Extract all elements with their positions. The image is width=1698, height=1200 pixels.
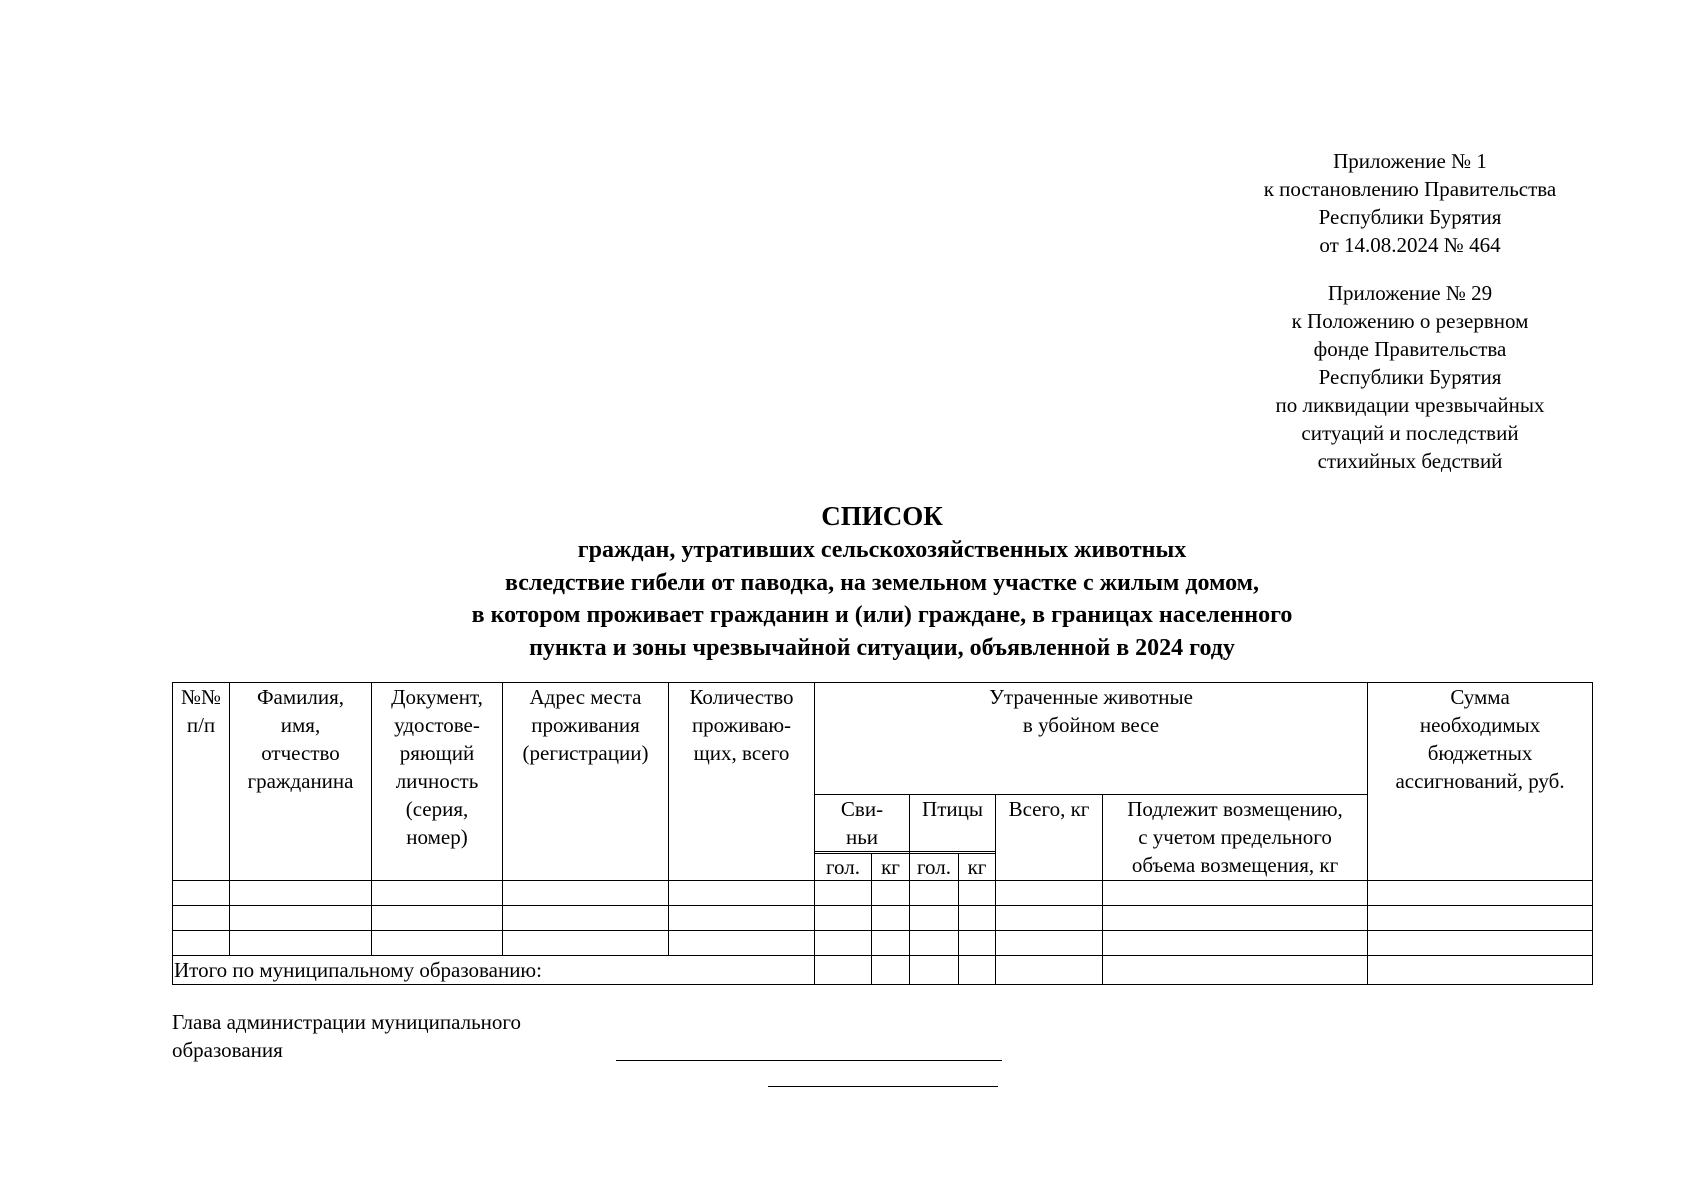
table-cell[interactable] [910,956,959,985]
title-line: граждан, утративших сельскохозяйственных животных [577,537,1187,563]
table-cell[interactable] [996,956,1103,985]
table-cell[interactable] [996,906,1103,931]
table-cell[interactable] [1368,906,1593,931]
table-cell[interactable] [503,881,669,906]
table-cell[interactable] [669,906,815,931]
table-cell[interactable] [959,881,996,906]
table-cell[interactable] [872,881,910,906]
attachment-1-block [1220,147,1600,259]
attachment-29-line: к Положению о резервном [1291,309,1529,333]
table-cell[interactable] [959,931,996,956]
header-number: №№ п/п [173,683,230,881]
header-pigs-kg: кг [872,854,910,881]
header-budget-sum: Сумма необходимых бюджетных ассигнований, руб. [1368,683,1593,881]
table-cell[interactable] [669,881,815,906]
table-cell[interactable] [872,931,910,956]
signature-underline[interactable] [616,1060,1002,1061]
attachment-29-line: Приложение № 29 [1327,281,1493,305]
attachment-1-line: Республики Бурятия [1318,205,1502,229]
table-cell[interactable] [872,956,910,985]
header-pigs: Сви- ньи [815,795,910,852]
table-cell[interactable] [1103,906,1368,931]
table-cell[interactable] [1368,881,1593,906]
document-title [172,500,1592,664]
header-total-kg: Всего, кг [996,795,1103,881]
header-pigs-heads: гол. [815,854,872,881]
total-label: Итого по муниципальному образованию: [173,956,815,985]
table-row [173,931,1593,956]
table-cell[interactable] [372,931,503,956]
table-cell[interactable] [173,931,230,956]
header-residents-count: Количество проживаю- щих, всего [669,683,815,881]
table-cell[interactable] [230,906,372,931]
attachment-29-line: ситуаций и последствий [1301,421,1519,445]
table-cell[interactable] [959,906,996,931]
header-lost-animals: Утраченные животные в убойном весе [815,683,1368,795]
table-cell[interactable] [872,906,910,931]
table-cell[interactable] [910,881,959,906]
attachment-1-line: Приложение № 1 [1333,149,1487,173]
table-cell[interactable] [173,881,230,906]
header-full-name: Фамилия, имя, отчество гражданина [230,683,372,881]
attachment-1-line: от 14.08.2024 № 464 [1319,233,1501,257]
table-cell[interactable] [815,906,872,931]
table-cell[interactable] [1103,931,1368,956]
table-total-row [173,956,1593,985]
header-birds: Птицы [910,795,996,852]
table-cell[interactable] [1103,881,1368,906]
header-compensation: Подлежит возмещению, с учетом предельного объема возмещения, кг [1103,795,1368,881]
table-row [173,906,1593,931]
title-line: в котором проживает гражданин и (или) граждане, в границах населенного [471,602,1293,628]
header-address: Адрес места проживания (регистрации) [503,683,669,881]
table-cell[interactable] [372,906,503,931]
signature-line-text: образования [172,1038,283,1062]
attachment-29-line: стихийных бедствий [1317,449,1503,473]
table-cell[interactable] [1368,931,1593,956]
attachment-29-line: фонде Правительства [1313,337,1507,361]
table-cell[interactable] [910,906,959,931]
name-underline[interactable] [768,1086,998,1087]
table-cell[interactable] [372,881,503,906]
title-line: пункта и зоны чрезвычайной ситуации, объявленной в 2024 году [529,634,1235,661]
attachment-29-line: по ликвидации чрезвычайных [1275,393,1545,417]
table-cell[interactable] [230,881,372,906]
header-birds-heads: гол. [910,854,959,881]
table-cell[interactable] [230,931,372,956]
attachment-1-line: к постановлению Правительства [1263,177,1557,201]
attachment-29-line: Республики Бурятия [1318,365,1502,389]
table-cell[interactable] [996,881,1103,906]
table-cell[interactable] [1103,956,1368,985]
table-cell[interactable] [910,931,959,956]
header-identity-document: Документ, удостове- ряющий личность (серия, номер) [372,683,503,881]
table-row [173,881,1593,906]
title-line: вследствие гибели от паводка, на земельном участке с жилым домом, [505,569,1259,596]
table-cell[interactable] [815,931,872,956]
table-cell[interactable] [1368,956,1593,985]
attachment-29-block [1220,279,1600,475]
table-cell[interactable] [815,956,872,985]
table-cell[interactable] [996,931,1103,956]
title-main: СПИСОК [821,501,943,531]
citizens-table [172,682,1593,985]
signature-block [172,1008,521,1064]
signature-line-text: Глава администрации муниципального [172,1010,521,1034]
table-cell[interactable] [669,931,815,956]
table-cell[interactable] [815,881,872,906]
table-cell[interactable] [503,906,669,931]
header-birds-kg: кг [959,854,996,881]
table-cell[interactable] [959,956,996,985]
table-cell[interactable] [503,931,669,956]
table-cell[interactable] [173,906,230,931]
